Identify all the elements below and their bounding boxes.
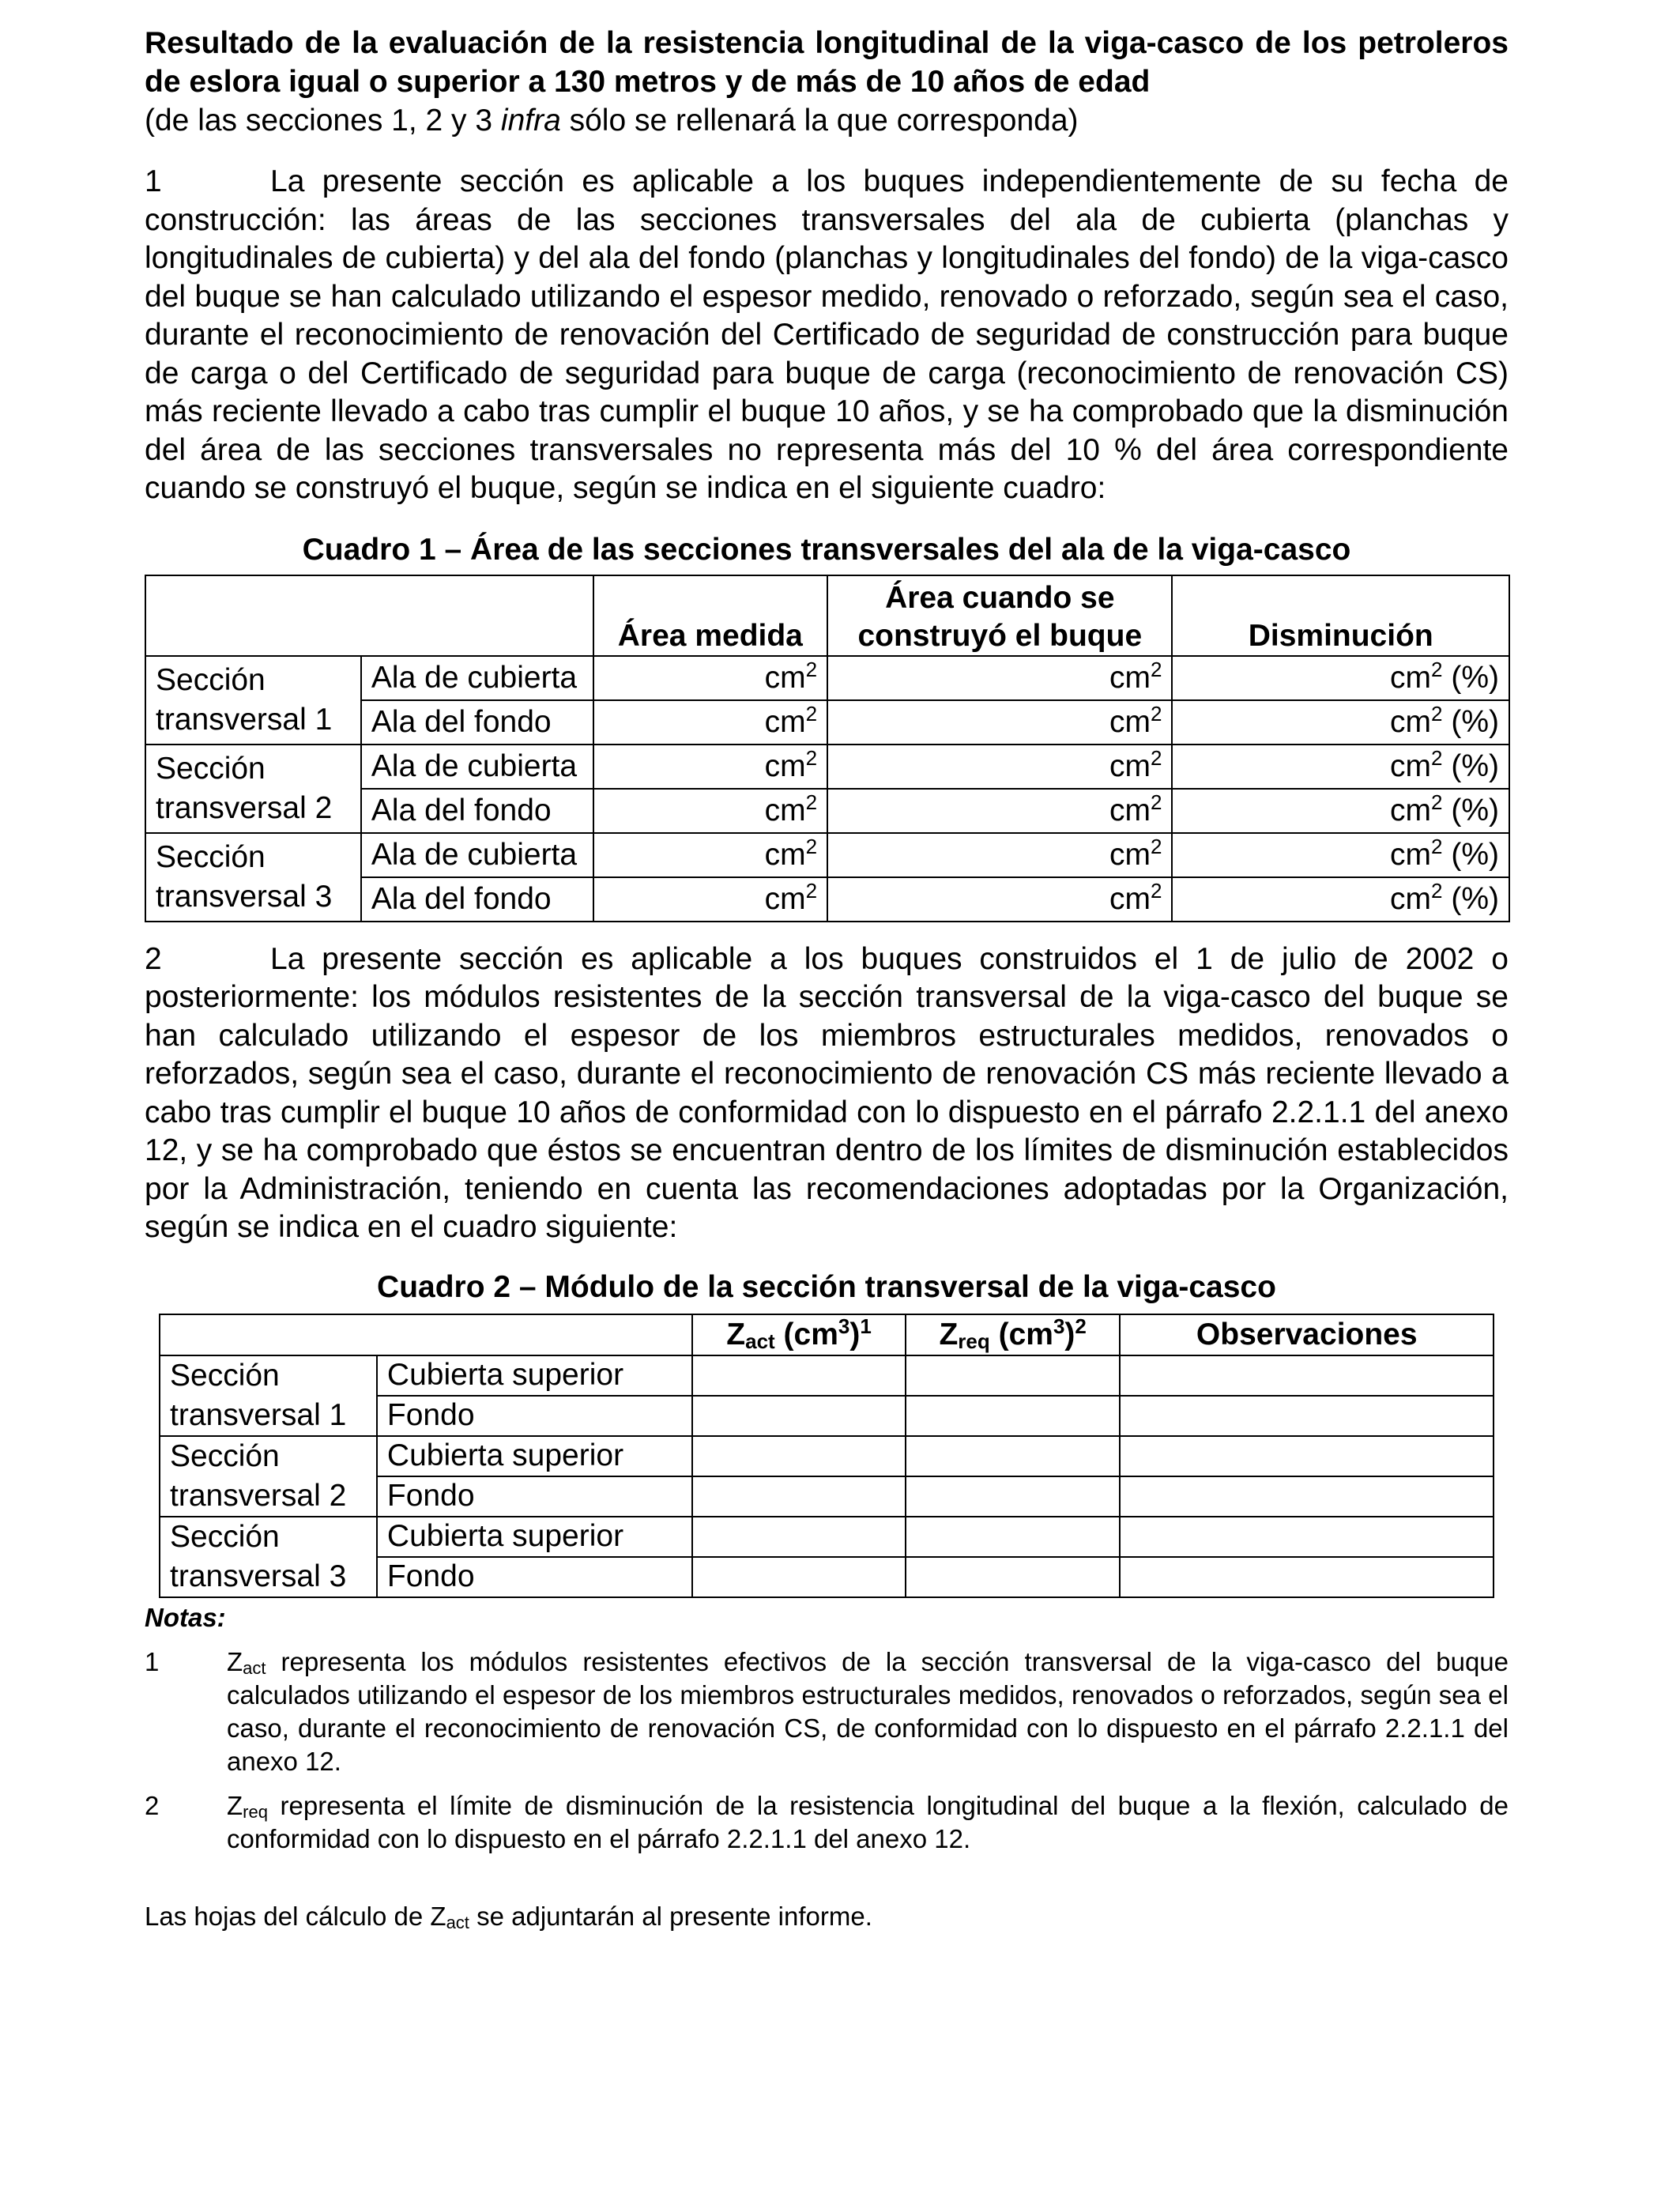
table-row	[145, 745, 1509, 789]
decrease-cell: $cm^2$ (%)	[1172, 700, 1509, 745]
table-1-header-empty	[145, 575, 593, 656]
flange-label: Ala de cubierta	[361, 745, 593, 789]
table-1-header-built: Área cuando se construyó el buque	[827, 575, 1172, 656]
built-area-cell: $cm^2$	[827, 789, 1172, 833]
measured-area-cell: $cm^2$	[593, 745, 828, 789]
section-1-text: La presente sección es aplicable a los buques independientemente de su fecha de construcción: las áreas de las secciones transversales del ala de cubierta (planchas y longitudinales de cubierta) y del ala del fondo (planchas y longitudinales del fondo) de la viga-casco del buque se han calculado utilizando el espesor medido, renovado o reforzado, según sea el caso, durante el reconocimiento de renovación del Certificado de seguridad de construcción para buque de carga o del Certificado de seguridad para buque de carga (reconocimiento de renovación CS) más reciente llevado a cabo tras cumplir el buque 10 años, y se ha comprobado que la disminución del área de las secciones transversales no representa más del 10 % del área correspondiente cuando se construyó el buque, según se indica en el siguiente cuadro:	[145, 164, 1509, 505]
flange-label: Ala de cubierta	[361, 833, 593, 877]
table-1-caption: Cuadro 1 – Área de las secciones transversales del ala de la viga-casco	[302, 532, 1351, 567]
section-label: Sección transversal 1	[160, 1355, 377, 1436]
member-label: Fondo	[377, 1396, 692, 1436]
decrease-cell: $cm^2$ (%)	[1172, 745, 1509, 789]
zreq-cell	[906, 1355, 1121, 1396]
note-1-text: representa los módulos resistentes efectivos de la sección transversal de la viga-casco del buque calculados utilizando el espesor de los miembros estructurales medidos, renovados o reforzados, según sea el caso, durante el reconocimiento de renovación CS, de conformidad con lo dispuesto en el párrafo 2.2.1.1 del anexo 12.	[227, 1646, 1509, 1776]
table-1	[145, 575, 1510, 922]
decrease-cell: $cm^2$ (%)	[1172, 833, 1509, 877]
section-1-number: 1	[145, 164, 162, 198]
table-2-caption: Cuadro 2 – Módulo de la sección transversal de la viga-casco	[377, 1269, 1276, 1304]
member-label: Fondo	[377, 1557, 692, 1597]
decrease-cell: $cm^2$ (%)	[1172, 656, 1509, 700]
document-page	[145, 24, 1509, 1933]
observations-cell	[1120, 1517, 1494, 1557]
observations-cell	[1120, 1355, 1494, 1396]
table-2-header-zact: Zact $(cm^3)^1$	[692, 1314, 906, 1355]
zact-cell	[692, 1355, 906, 1396]
measured-area-cell: $cm^2$	[593, 833, 828, 877]
document-subtitle	[145, 101, 1509, 140]
subtitle-text-end: sólo se rellenará la que corresponda)	[560, 104, 1079, 138]
measured-area-cell: $cm^2$	[593, 877, 828, 922]
table-2-header-row	[160, 1314, 1494, 1355]
table-row	[145, 656, 1509, 700]
table-2-header-zreq: Zreq $(cm^3)^2$	[906, 1314, 1121, 1355]
zreq-cell	[906, 1557, 1121, 1597]
zreq-cell	[906, 1396, 1121, 1436]
table-1-header-row	[145, 575, 1509, 656]
observations-cell	[1120, 1557, 1494, 1597]
measured-area-cell: $cm^2$	[593, 656, 828, 700]
measured-area-cell: $cm^2$	[593, 700, 828, 745]
section-2-text: La presente sección es aplicable a los buques construidos el 1 de julio de 2002 o posteriormente: los módulos resistentes de la sección transversal de la viga-casco del buque se han calculado utilizando el espesor de los miembros estructurales medidos, renovados o reforzados, según sea el caso, durante el reconocimiento de renovación CS más reciente llevado a cabo tras cumplir el buque 10 años de conformidad con lo dispuesto en el párrafo 2.2.1.1 del anexo 12, y se ha comprobado que éstos se encuentran dentro de los límites de disminución establecidos por la Administración, teniendo en cuenta las recomendaciones adoptadas por la Organización, según se indica en el cuadro siguiente:	[145, 941, 1509, 1244]
section-label: Sección transversal 2	[160, 1436, 377, 1517]
flange-label: Ala del fondo	[361, 877, 593, 922]
table-2	[159, 1314, 1494, 1598]
flange-label: Ala del fondo	[361, 700, 593, 745]
section-1-paragraph	[145, 163, 1509, 508]
table-1-header-decrease: Disminución	[1172, 575, 1509, 656]
zreq-cell	[906, 1517, 1121, 1557]
table-2-header-observations: Observaciones	[1120, 1314, 1494, 1355]
note-2-text: representa el límite de disminución de la resistencia longitudinal del buque a la flexión, calculado de conformidad con lo dispuesto en el párrafo 2.2.1.1 del anexo 12.	[227, 1790, 1509, 1853]
zact-cell	[692, 1436, 906, 1476]
zact-cell	[692, 1396, 906, 1436]
table-row	[160, 1517, 1494, 1557]
flange-label: Ala del fondo	[361, 789, 593, 833]
table-1-header-measured: Área medida	[593, 575, 828, 656]
table-row	[160, 1355, 1494, 1396]
note-1: 1 Zact representa los módulos resistentes efectivos de la sección transversal de la viga-casco del buque calculados utilizando el espesor de los miembros estructurales medidos, renovados o reforzados, según sea el caso, durante el reconocimiento de renovación CS, de conformidad con lo dispuesto en el párrafo 2.2.1.1 del anexo 12.	[145, 1646, 1509, 1776]
zreq-cell	[906, 1476, 1121, 1517]
section-label: Sección transversal 2	[145, 745, 361, 833]
member-label: Cubierta superior	[377, 1436, 692, 1476]
observations-cell	[1120, 1476, 1494, 1517]
notes-title: Notas:	[145, 1602, 226, 1632]
subtitle-italic: infra	[500, 104, 561, 138]
table-row	[145, 833, 1509, 877]
decrease-cell: $cm^2$ (%)	[1172, 877, 1509, 922]
table-2-header-empty	[160, 1314, 692, 1355]
zact-cell	[692, 1476, 906, 1517]
note-2-number: 2	[145, 1790, 160, 1820]
zact-cell	[692, 1517, 906, 1557]
built-area-cell: $cm^2$	[827, 700, 1172, 745]
member-label: Cubierta superior	[377, 1355, 692, 1396]
built-area-cell: $cm^2$	[827, 745, 1172, 789]
note-1-number: 1	[145, 1646, 160, 1676]
built-area-cell: $cm^2$	[827, 656, 1172, 700]
document-title: Resultado de la evaluación de la resistencia longitudinal de la viga-casco de los petroleros de eslora igual o superior a 130 metros y de más de 10 años de edad	[145, 26, 1509, 99]
note-2: 2 Zreq representa el límite de disminución de la resistencia longitudinal del buque a la flexión, calculado de conformidad con lo dispuesto en el párrafo 2.2.1.1 del anexo 12.	[145, 1790, 1509, 1853]
closing-statement: Las hojas del cálculo de Zact se adjuntarán al presente informe.	[145, 1901, 872, 1932]
built-area-cell: $cm^2$	[827, 877, 1172, 922]
section-label: Sección transversal 3	[145, 833, 361, 922]
member-label: Cubierta superior	[377, 1517, 692, 1557]
member-label: Fondo	[377, 1476, 692, 1517]
section-2-paragraph	[145, 941, 1509, 1247]
observations-cell	[1120, 1436, 1494, 1476]
zreq-cell	[906, 1436, 1121, 1476]
section-label: Sección transversal 1	[145, 656, 361, 745]
table-row	[160, 1436, 1494, 1476]
section-2-number: 2	[145, 941, 162, 976]
zact-cell	[692, 1557, 906, 1597]
flange-label: Ala de cubierta	[361, 656, 593, 700]
built-area-cell: $cm^2$	[827, 833, 1172, 877]
measured-area-cell: $cm^2$	[593, 789, 828, 833]
section-label: Sección transversal 3	[160, 1517, 377, 1597]
decrease-cell: $cm^2$ (%)	[1172, 789, 1509, 833]
observations-cell	[1120, 1396, 1494, 1436]
subtitle-text: (de las secciones 1, 2 y 3	[145, 104, 501, 138]
